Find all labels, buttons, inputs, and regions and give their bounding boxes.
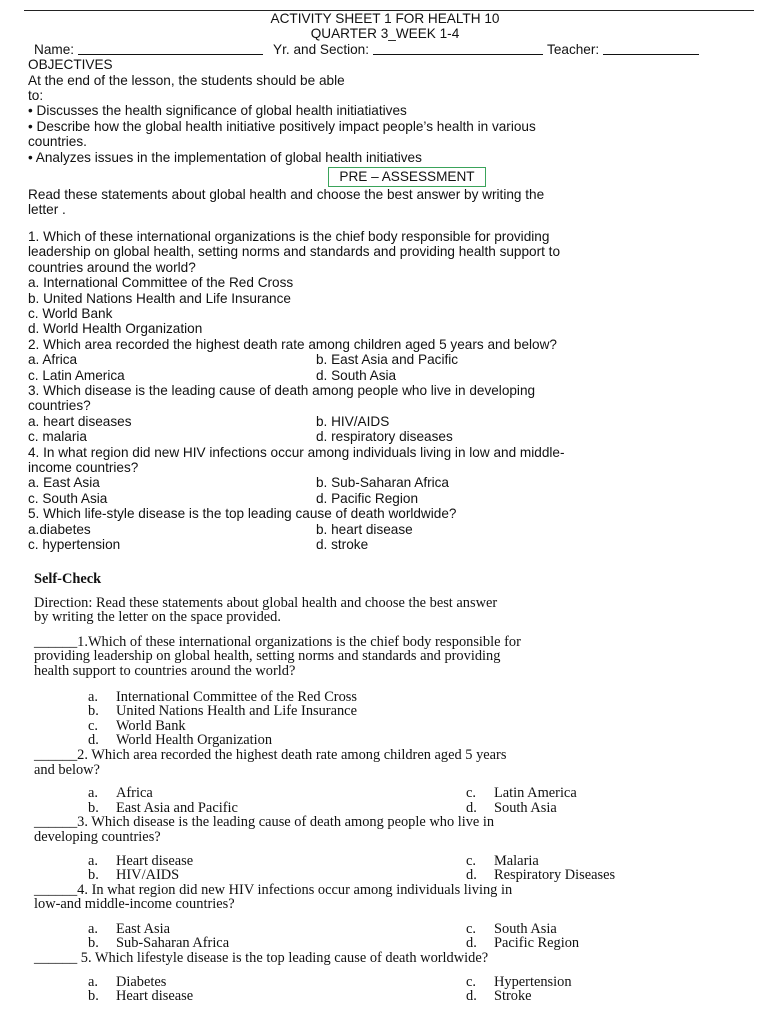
question-text: leadership on global health, setting norms and standards and providing health support to: [28, 244, 561, 260]
answer-option: [88, 922, 466, 937]
answer-options: [88, 975, 724, 1004]
option-letter: a.: [88, 785, 98, 802]
answer-option: b. Sub-Saharan Africa: [316, 475, 449, 491]
objective-item: • Analyzes issues in the implementation of global health initiatives: [28, 149, 422, 165]
option-letter: c.: [466, 852, 476, 869]
answer-option: [466, 854, 724, 869]
answer-options: [88, 854, 724, 883]
option-text: East Asia and Pacific: [116, 799, 238, 816]
answer-option: [466, 922, 724, 937]
option-text: Diabetes: [116, 973, 167, 990]
answer-option: b. United Nations Health and Life Insurance: [28, 290, 291, 306]
answer-option: [88, 733, 724, 748]
question-text: 1. Which of these international organizations is the chief body responsible for providing: [28, 228, 550, 244]
answer-option: [88, 936, 466, 951]
question-text: 3. Which disease is the leading cause of death among people who live in developing: [28, 382, 536, 398]
self-check-section: [34, 572, 724, 1004]
pre-assessment-label-wrap: [28, 167, 752, 187]
answer-options: [88, 786, 724, 815]
answer-options: [28, 475, 752, 506]
pre-assessment-section: [28, 11, 752, 552]
student-info-row: [28, 42, 752, 57]
option-text: Respiratory Diseases: [494, 867, 616, 884]
name-blank: [78, 42, 263, 55]
question-text: low-and middle-income countries?: [34, 896, 235, 913]
answer-option: a. East Asia: [28, 475, 100, 491]
question-text: ______1.Which of these international organizations is the chief body responsible for: [34, 633, 521, 650]
teacher-blank: [603, 42, 699, 55]
answer-options: [28, 352, 752, 383]
option-letter: a.: [88, 920, 98, 937]
answer-option: d. South Asia: [316, 367, 397, 383]
question-text: income countries?: [28, 459, 139, 475]
answer-option: a. International Committee of the Red Cross: [28, 275, 294, 291]
option-text: South Asia: [494, 920, 557, 937]
answer-option: [88, 868, 466, 883]
question-text: ______ 5. Which lifestyle disease is the top leading cause of death worldwide?: [34, 950, 489, 967]
answer-option: d. stroke: [316, 537, 369, 552]
question-text: and below?: [34, 761, 100, 778]
option-text: World Health Organization: [116, 732, 273, 749]
objective-item: countries.: [28, 134, 87, 150]
objectives-heading: OBJECTIVES: [28, 57, 113, 73]
answer-option: a.diabetes: [28, 521, 91, 537]
option-letter: b.: [88, 799, 99, 816]
pre-assessment-instruction: letter .: [28, 202, 66, 218]
section-blank: [373, 42, 543, 55]
option-letter: a.: [88, 688, 98, 705]
answer-option: [466, 786, 724, 801]
pre-assessment-instruction: Read these statements about global health and choose the best answer by writing the: [28, 187, 545, 203]
option-text: Hypertension: [494, 973, 572, 990]
objectives-intro: At the end of the lesson, the students should be able: [28, 72, 345, 88]
self-check-direction: by writing the letter on the space provided.: [34, 609, 281, 626]
option-letter: b.: [88, 867, 99, 884]
option-text: Pacific Region: [494, 935, 580, 952]
sheet-title: ACTIVITY SHEET 1 FOR HEALTH 10: [270, 11, 500, 26]
answer-option: [88, 690, 724, 705]
question-text: ______2. Which area recorded the highest death rate among children aged 5 years: [34, 746, 507, 763]
question-text: 5. Which life-style disease is the top leading cause of death worldwide?: [28, 506, 457, 522]
option-letter: d.: [466, 988, 477, 1005]
question-text: providing leadership on global health, setting norms and standards and providing: [34, 648, 501, 665]
option-text: Latin America: [494, 785, 577, 802]
question-text: countries?: [28, 398, 91, 414]
answer-option: [88, 801, 466, 816]
name-label: Name:: [34, 41, 75, 57]
answer-option: c. South Asia: [28, 490, 108, 506]
option-text: World Bank: [116, 717, 186, 734]
teacher-label: Teacher:: [547, 41, 600, 57]
answer-option: d. Pacific Region: [316, 490, 419, 506]
answer-option: [466, 989, 724, 1004]
pre-assessment-label: PRE – ASSESSMENT: [328, 167, 485, 187]
answer-option: [466, 936, 724, 951]
answer-option: [466, 801, 724, 816]
answer-option: d. World Health Organization: [28, 321, 203, 337]
answer-option: [88, 719, 724, 734]
answer-options: [88, 922, 724, 951]
objective-item: • Describe how the global health initiative positively impact people’s health in various: [28, 118, 536, 134]
question-text: ______3. Which disease is the leading cause of death among people who live in: [34, 814, 495, 831]
question-text: 2. Which area recorded the highest death rate among children aged 5 years and below?: [28, 336, 557, 352]
self-check-heading: Self-Check: [34, 571, 102, 587]
option-text: HIV/AIDS: [116, 867, 180, 884]
option-letter: b.: [88, 935, 99, 952]
question-text: ______4. In what region did new HIV infections occur among individuals living in: [34, 881, 513, 898]
question-text: countries around the world?: [28, 259, 196, 275]
option-text: International Committee of the Red Cross: [116, 688, 357, 705]
option-letter: c.: [466, 973, 476, 990]
answer-option: [88, 786, 466, 801]
option-text: Sub-Saharan Africa: [116, 935, 230, 952]
sheet-subtitle: QUARTER 3_WEEK 1-4: [310, 26, 460, 42]
option-letter: d.: [466, 867, 477, 884]
answer-option: b. East Asia and Pacific: [316, 352, 459, 368]
answer-option: b. HIV/AIDS: [316, 413, 390, 429]
option-letter: c.: [466, 785, 476, 802]
question-text: 4. In what region did new HIV infections occur among individuals living in low and middle-: [28, 444, 565, 460]
option-letter: d.: [466, 799, 477, 816]
objectives-intro: to:: [28, 88, 44, 104]
option-letter: a.: [88, 973, 98, 990]
option-text: East Asia: [116, 920, 170, 937]
answer-option: c. hypertension: [28, 537, 121, 552]
answer-options: [28, 414, 752, 445]
option-letter: c.: [466, 920, 476, 937]
answer-option: c. World Bank: [28, 305, 113, 321]
answer-options: [28, 522, 752, 553]
self-check-direction: Direction: Read these statements about global health and choose the best answer: [34, 594, 498, 611]
answer-option: [88, 704, 724, 719]
option-text: South Asia: [494, 799, 557, 816]
answer-options: [88, 690, 724, 748]
option-text: Heart disease: [116, 988, 194, 1005]
answer-option: [88, 854, 466, 869]
option-text: Stroke: [494, 988, 532, 1005]
question-text: developing countries?: [34, 828, 161, 845]
option-text: Africa: [116, 785, 153, 802]
answer-option: [466, 975, 724, 990]
objective-item: • Discusses the health significance of global health initiatiatives: [28, 103, 407, 119]
option-letter: a.: [88, 852, 98, 869]
answer-option: c. malaria: [28, 429, 87, 445]
section-label: Yr. and Section:: [273, 41, 370, 57]
answer-option: a. heart diseases: [28, 413, 132, 429]
option-letter: b.: [88, 703, 99, 720]
option-text: Heart disease: [116, 852, 194, 869]
question-text: health support to countries around the world?: [34, 662, 296, 679]
answer-option: c. Latin America: [28, 367, 125, 383]
answer-option: a. Africa: [28, 352, 78, 368]
answer-option: b. heart disease: [316, 521, 413, 537]
answer-option: d. respiratory diseases: [316, 429, 453, 445]
option-text: Malaria: [494, 852, 539, 869]
option-letter: b.: [88, 988, 99, 1005]
answer-option: [88, 989, 466, 1004]
answer-option: [466, 868, 724, 883]
option-letter: d.: [466, 935, 477, 952]
option-letter: c.: [88, 717, 98, 734]
option-text: United Nations Health and Life Insurance: [116, 703, 357, 720]
answer-option: [88, 975, 466, 990]
option-letter: d.: [88, 732, 99, 749]
